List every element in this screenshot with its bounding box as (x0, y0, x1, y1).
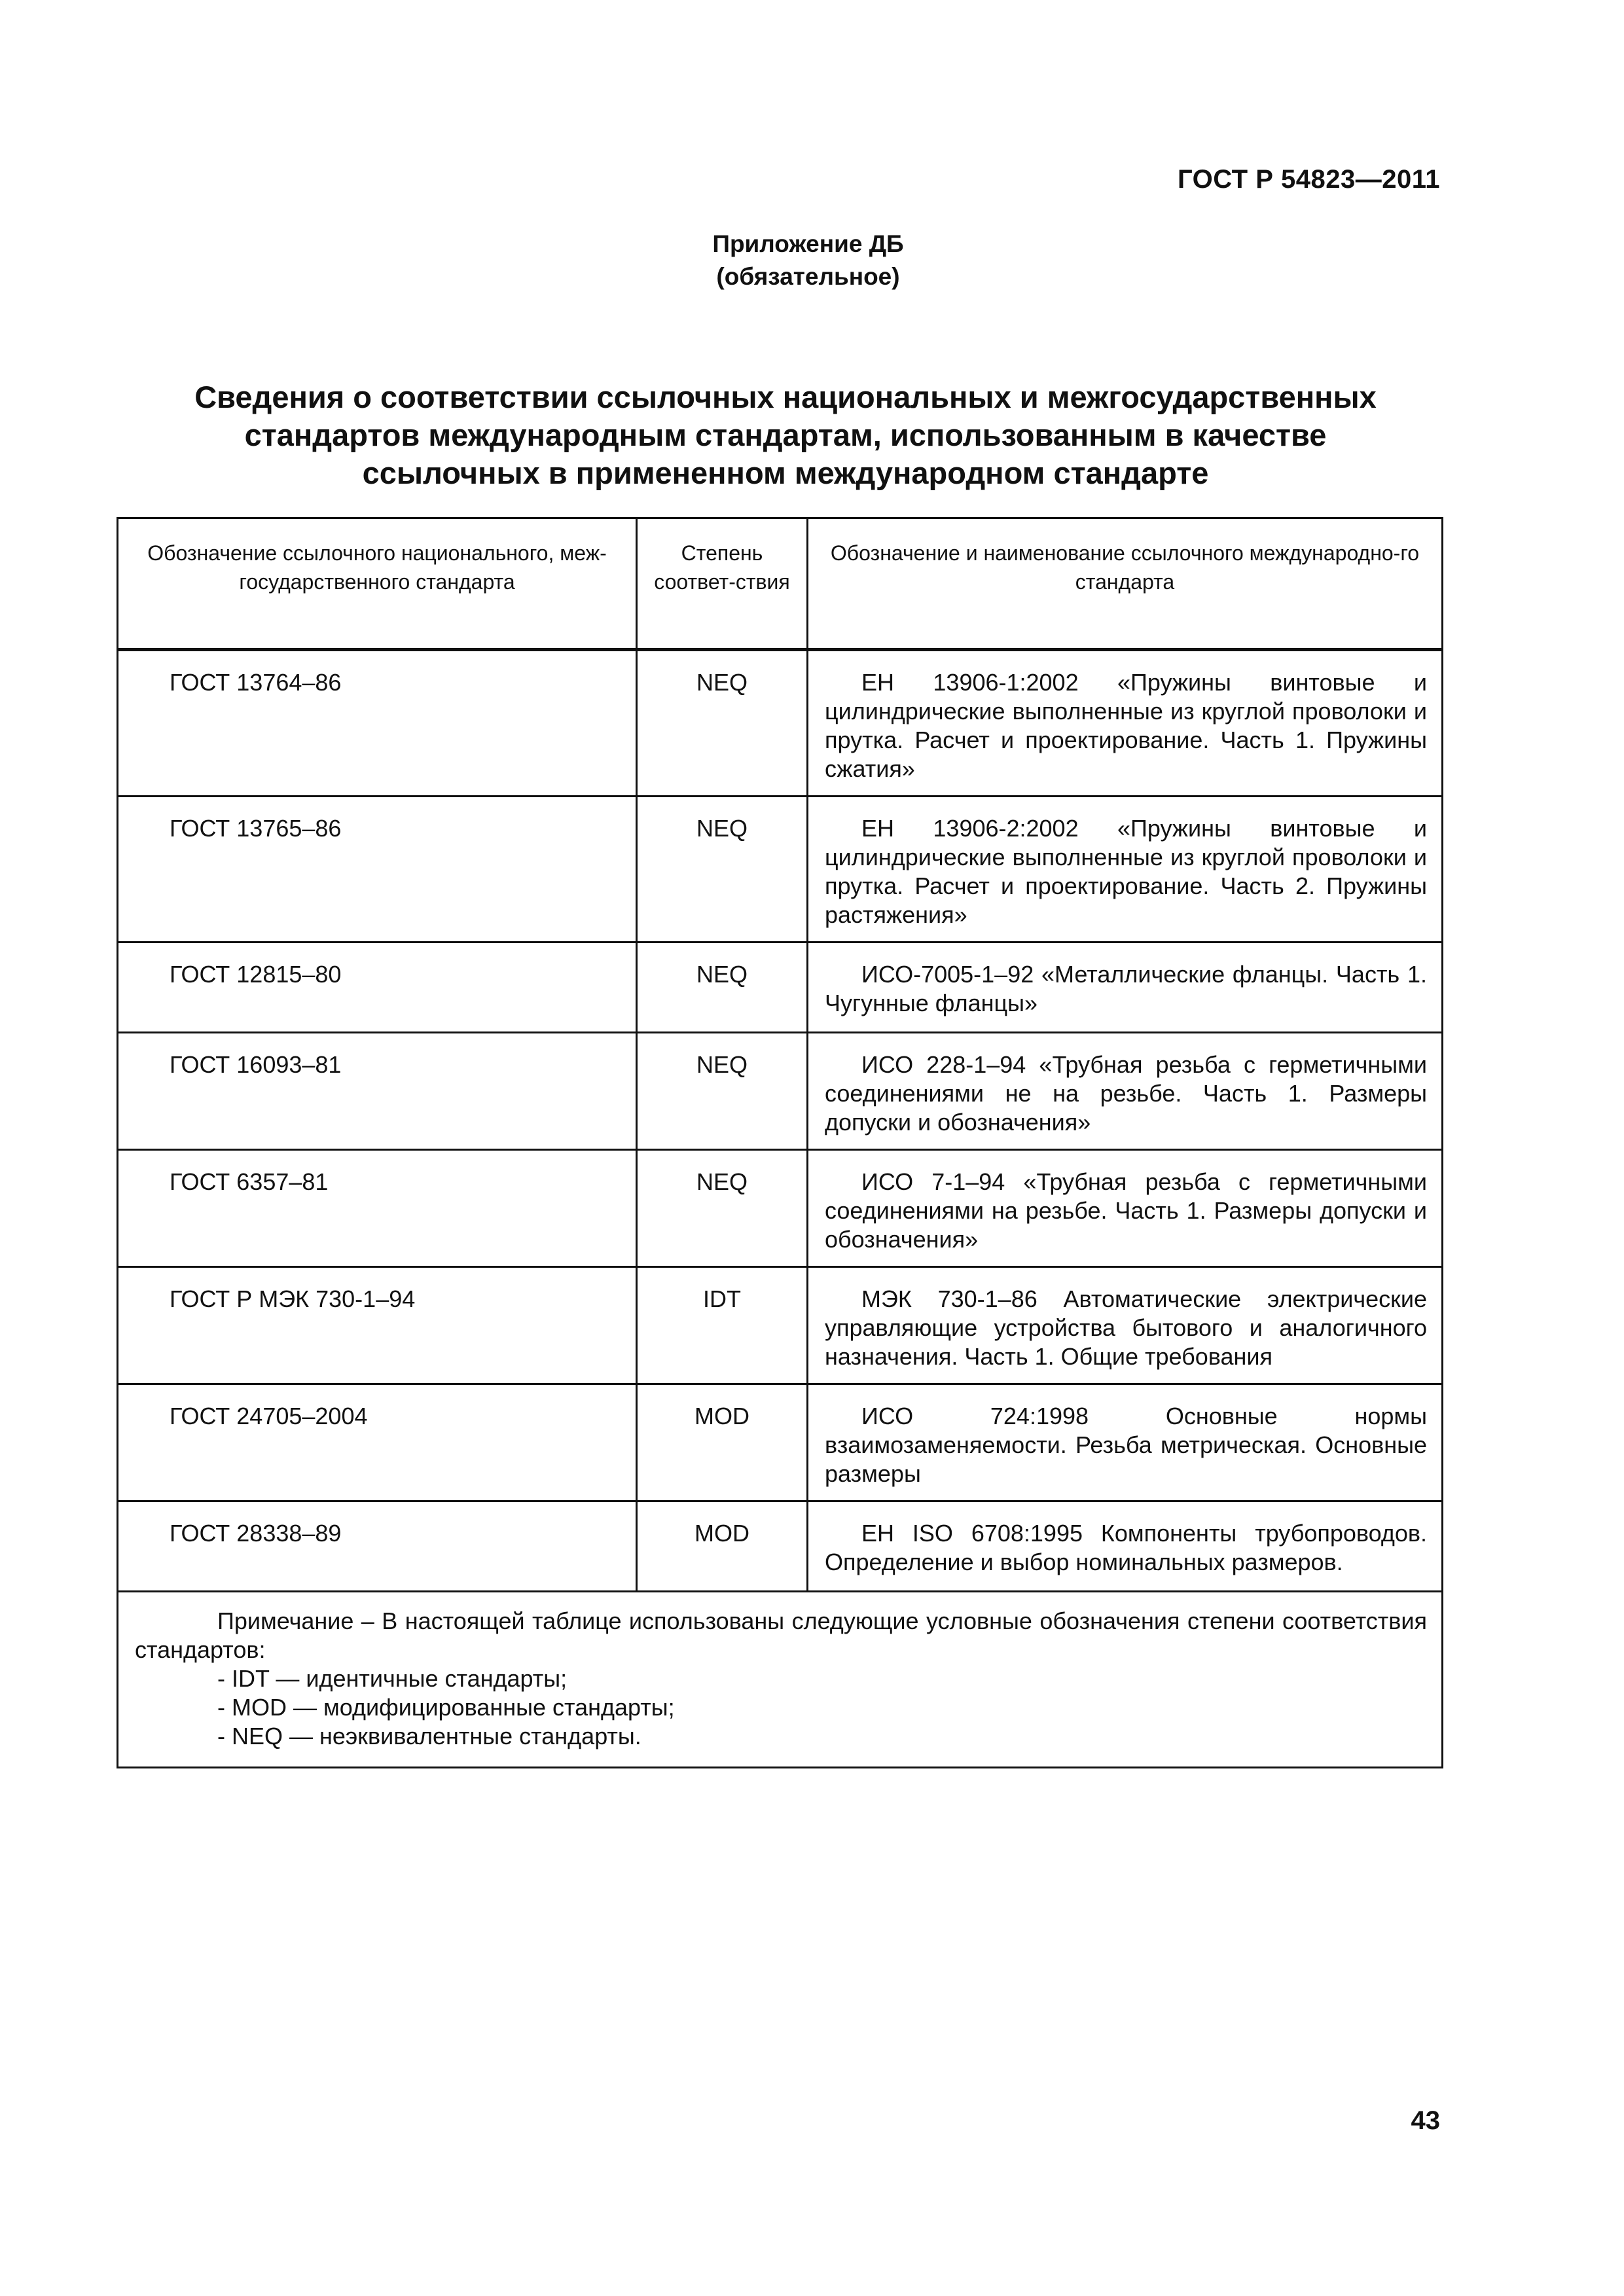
conformity-degree-cell: NEQ (637, 797, 808, 942)
international-standard-cell: ИСО 228-1–94 «Трубная резьба с герметичными соединениями не на резьбе. Часть 1. Размеры допуски и обозначения» (808, 1033, 1443, 1150)
international-standard-cell: ЕН 13906-1:2002 «Пружины винтовые и цилиндрические выполненные из круглой проволоки и прутка. Расчет и проектирование. Часть 1. Пружины сжатия» (808, 650, 1443, 797)
national-standard-cell: ГОСТ 16093–81 (118, 1033, 637, 1150)
international-standard-cell: МЭК 730-1–86 Автоматические электрические управляющие устройства бытового и аналогичного назначения. Часть 1. Общие требования (808, 1267, 1443, 1384)
conformity-degree-cell: NEQ (637, 1033, 808, 1150)
reference-standards-table (117, 517, 1443, 1768)
note-item-neq: - NEQ — неэквивалентные стандарты. (217, 1723, 641, 1749)
note-item-mod: - MOD — модифицированные стандарты; (217, 1694, 675, 1721)
conformity-degree-cell: MOD (637, 1384, 808, 1501)
international-standard-cell: ЕН 13906-2:2002 «Пружины винтовые и цилиндрические выполненные из круглой проволоки и прутка. Расчет и проектирование. Часть 2. Пружины растяжения» (808, 797, 1443, 942)
appendix-heading (0, 228, 1624, 293)
national-standard-cell: ГОСТ 24705–2004 (118, 1384, 637, 1501)
table-row (118, 1501, 1443, 1592)
international-standard-cell: ИСО-7005-1–92 «Металлические фланцы. Часть 1. Чугунные фланцы» (808, 942, 1443, 1033)
table-row (118, 1267, 1443, 1384)
conformity-degree-cell: NEQ (637, 650, 808, 797)
table-row (118, 650, 1443, 797)
national-standard-cell: ГОСТ Р МЭК 730-1–94 (118, 1267, 637, 1384)
appendix-title: Приложение ДБ (712, 230, 904, 257)
national-standard-cell: ГОСТ 6357–81 (118, 1150, 637, 1267)
note-item-idt: - IDT — идентичные стандарты; (217, 1665, 568, 1692)
table-row (118, 1384, 1443, 1501)
national-standard-cell: ГОСТ 28338–89 (118, 1501, 637, 1592)
table-header-row (118, 518, 1443, 650)
section-title-line-2: стандартов международным стандартам, использованным в качестве (244, 418, 1327, 452)
national-standard-cell: ГОСТ 12815–80 (118, 942, 637, 1033)
table-row (118, 1033, 1443, 1150)
header-national-standard: Обозначение ссылочного национального, меж-государственного стандарта (118, 518, 637, 650)
conformity-degree-cell: NEQ (637, 1150, 808, 1267)
international-standard-cell: ИСО 724:1998 Основные нормы взаимозаменяемости. Резьба метрическая. Основные размеры (808, 1384, 1443, 1501)
national-standard-cell: ГОСТ 13764–86 (118, 650, 637, 797)
document-code: ГОСТ Р 54823—2011 (1178, 165, 1440, 194)
international-standard-cell: ЕН ISO 6708:1995 Компоненты трубопроводов. Определение и выбор номинальных размеров. (808, 1501, 1443, 1592)
table-note (118, 1592, 1443, 1768)
header-conformity-degree: Степень соответ-ствия (637, 518, 808, 650)
conformity-degree-cell: NEQ (637, 942, 808, 1033)
page-number: 43 (1411, 2106, 1440, 2135)
international-standard-cell: ИСО 7-1–94 «Трубная резьба с герметичными соединениями на резьбе. Часть 1. Размеры допуски и обозначения» (808, 1150, 1443, 1267)
national-standard-cell: ГОСТ 13765–86 (118, 797, 637, 942)
note-text: Примечание – В настоящей таблице использованы следующие условные обозначения степени соответствия стандартов: (135, 1607, 1427, 1663)
conformity-degree-cell: IDT (637, 1267, 808, 1384)
conformity-degree-cell: MOD (637, 1501, 808, 1592)
appendix-status: (обязательное) (716, 263, 900, 290)
header-international-standard: Обозначение и наименование ссылочного международно-го стандарта (808, 518, 1443, 650)
table-row (118, 942, 1443, 1033)
table-row (118, 1150, 1443, 1267)
table-row (118, 797, 1443, 942)
section-title-line-1: Сведения о соответствии ссылочных национальных и межгосударственных (194, 380, 1377, 414)
section-title (131, 378, 1440, 492)
section-title-line-3: ссылочных в примененном международном стандарте (362, 456, 1209, 490)
table-note-row (118, 1592, 1443, 1768)
